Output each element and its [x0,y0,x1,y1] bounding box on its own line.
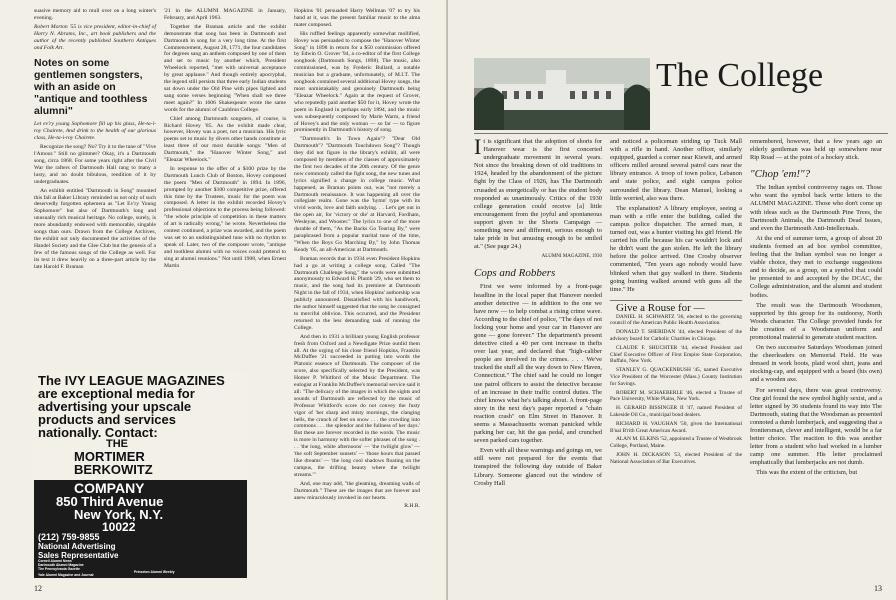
left-column-2 [164,8,286,272]
body-paragraph: remembered, however, that a few years ago an elderly gentleman was held up somewhere near Rip Road — at the point of a hockey stick. [750,138,882,162]
rouse-item [610,345,742,365]
campus-photo [474,58,650,130]
ad-line: nationally. Contact: [38,425,158,440]
ad-line: COMPANY [74,480,145,496]
rouse-title: Give a Rouse for — [616,301,705,314]
rouse-text: '52, appointed a Trustee of Westbrook College, Portland, Maine. [610,436,742,450]
body-paragraph: Braman records that in 1934 even President Hopkins had a go at writing a college song. Called "The Dartmouth Challenge Song," the words were submitted anonymously to Edward H. Plumb '29, who set them to music, and the song had its premiere at Dartmouth Night in the fall of 1934, when Hopkins' authorship was publicly announced. Dissatisfied with his handiwork, the author himself suggested that the song be consigned to merciful oblivion. This occurred, and the President returned to the less demanding task of running the College. [294,255,420,331]
rouse-text: '44, elected President of the advisory board for Catholic Charities in Chicago. [610,329,742,342]
rouse-item [610,452,742,466]
body-paragraph: For several days, there was great controversy. One girl found the new symbol highly sexist, and a letter signed by 36 students found its way into The Dartmouth, stating that the Woodsman as presented connoted a dumb lumberjack, and suggesting that a frontiersman, clever and intelligent, would be a far better choice. The reaction to this was another letter from a student who had worked in a lumber camp one summer. His letter proclaimed emphatically that lumberjacks are not dumb. [750,386,882,467]
body-paragraph: '21 in the ALUMNI MAGAZINE in January, February, and April 1963. [164,8,286,21]
rouse-item [610,436,742,450]
right-column-2 [610,138,742,468]
rouse-item [610,314,742,328]
rouse-name: DANIEL H. SCHWARTZ [616,313,675,320]
ad-line: Princeton Alumni Weekly [134,570,175,574]
rouse-item [610,405,742,419]
rouse-name: CLAUDE F. SHUCHTER [616,344,678,351]
rouse-box [610,300,742,466]
rouse-item [610,390,742,404]
ad-line: National Advertising [38,542,116,551]
ad-line: 10022 [102,520,136,534]
right-column-3 [750,138,882,480]
subheading-chop-em: "Chop 'em!"? [750,168,811,181]
rouse-text: '44, elected President and Chief Executive Officer of First Empire State Corporation, Buffalo, New York. [610,344,742,365]
rouse-name: ROBERT M. SCHAEBERLE [616,389,684,396]
body-paragraph: The explanation? A library employee, seeing a man with a rifle enter the building, called the campus police dispatcher. The armed man, it turned out, was a hunter visiting his girl friend. He carried his rifle because his car wouldn't lock and he didn't want the gun stolen. He left the library before the police arrived. One Crosby observer commented, "Ten years ago nobody would have blinked when that guy walked in there. Students going hunting walked around with guns all the time." He [610,204,742,293]
body-paragraph: First we were informed by a front-page headline in the local paper that Hanover needed another detective — in addition to the one we have now — to help combat a rising crime wave. According to the chief of police, "The days of not locking your home and your car in Hanover are gone — gone forever." The department's present detective cited a 40 per cent increase in thefts over last year, and declared that "high-caliber people are involved in the crimes. . . . We've tracked the stuff all the way down to New Haven, Connecticut." The chief said he could no longer use patrol officers to assist the detective because of an increase in their traffic control duties. The chief knows what he's talking about. A front-page story in the next day's paper reported a "chain reaction crash" on Elm Street in Hanover. It seems a Massachusetts woman panicked while parking her car, hit the gas pedal, and crunched seven parked cars together. [474,283,602,445]
ad-line: THE [106,438,128,450]
rouse-item [610,367,742,387]
body-paragraph: The Indian symbol controversy rages on. Those who want the symbol back write letters to the ALUMNI MAGAZINE. Those who don't come up with ideas such as the Dartmouth Pine Trees, the Dartmouth Animals, the Dartmouth Dead Issues, and even the Dartmouth Anti-Intellectuals. [750,184,882,232]
rouse-name: RICHARD H. VAUGHAN [616,420,678,427]
divider [474,133,888,134]
body-paragraph: "Dartmouth's In Town Again"? "Dear Old Dartmouth"? "Dartmouth Touchdown Song"? Though they did not figure in the library's exhibit, all were composed by members of the classes of approximately the first two decades of the 20th century. Of the genre now commonly called the fight song, the new tunes and lyrics signified a change in college music. What happened, as Braman points out, was "not merely a Dartmouth renaissance. It was happening all over the collegiate realm. Gone was the 'hymn' type with its vivid words, love and faith undying. . . Let's get out in the open air, for 'victory or die' at Harvard, Fordham, Wesleyan, and Wooster." The lyrics to one of the more durable of them, "As the Backs Go Tearing By," were paraphrased from a popular marital tune of the time, "When the Boys Go Marching By," by John Thomas Keady '05, an all-American at Dartmouth. [294,136,420,253]
col1-top-para: suasive memory aid to mull over on a long winter's evening. [34,8,156,21]
body-paragraph: The result was the Dartmouth Woodsmen, supported by this group for its outdoorsy, North Woods character. The College provided funds for the creation of a Woodsman uniform and promotional material to generate student reaction. [750,301,882,341]
page-number: 13 [874,584,882,593]
rouse-name: STANLEY G. QUACKENBUSH [616,367,691,374]
body-paragraph: Together the Braman article and the exhibit demonstrate that song has been in Dartmouth and Dartmouth in song for a very long time. At the first Commencement, August 28, 1771, the four candidates for degrees sang an anthem composed by one of them and set to music by another which, President Wheelock reported, "met with universal acceptance by great applause." And though entirely apocryphal, the legend still persists that three early Indian students sat down under the Old Pine with pipes lighted and sang some verses beginning "When shall we three meet again?" In 1606 Shakespeare wrote the same words for the alumni of Cauldron College. [164,23,286,113]
page-number: 12 [34,584,42,593]
body-paragraph: On two successive Saturdays Woodsman joined the cheerleaders on Memorial Field. He was dressed in work boots, plaid wool shirt, jeans and stocking-cap, and equipped with a beard (his own) and a wooden axe. [750,344,882,384]
body-paragraph: And, one may add, "the gleaming, dreaming walls of Dartmouth." These are the images that are forever and anew miraculously invoked in our hearts. [294,480,420,501]
intro-text: t is significant that the adoption of shorts for Hanover wear is the first concerted undergraduate movement in several years. Not since the breaking down of old traditions in 1924, headed by the abandonment of the picture fight by the Class of 1926, has The Dartmouth crusaded as energetically or has the student body responded as unanimously. Critics of the 1930 college generation could receive [a] little encouragement from the joyful and spontaneous support given to the Shorts Campaign — something new and different, serious enough to take pride in but amusing enough to be smiled at." (See page 24.) [474,138,602,251]
epigraph: Let ev'ry young Sophomore fill up his glass, He-ta-i-roy Chairete, And drink to the health of our glorious class, He-ta-i-roy Chairete. [34,121,156,142]
left-column-1 [34,8,156,272]
right-column-1 [474,134,602,490]
ad-line: New York, N.Y. [74,507,164,522]
body-paragraph: In response to the offer of a $100 prize by the Dartmouth Lunch Club of Boston, Hovey composed the poem "Men of Dartmouth" in 1894. In 1896, prompted by another $100 competitive prize, offered this time by the Trustees, music for the poem was composed. A letter in the exhibit recorded Hovey's professional objections to the process being followed: "the whole principle of competition in these matters of art is radically wrong," he wrote. Nevertheless the contest continued, a prize was awarded, and the poem was set to an undistinguished tune with no rhythm to speak of. Later, two of the composer wrote, "antique and toothless alumni with no voices could pretend to sing at alumni reunions." Not until 1908, when Ernest Martin [164,165,286,269]
ad-line: 850 Third Avenue [56,494,164,509]
author-note: Robert Morton '55 is vice president, editor-in-chief of Harry N. Abrams, Inc., art book publishers and the author of the recently published Southern Antiques and Folk Art. [34,23,156,51]
ad-line: advertising your upscale [38,399,192,414]
ad-line: The Pennsylvania Gazette [38,567,80,571]
article-title: Notes on some gentlemen songsters, with an aside on "antique and toothless alumni" [34,57,148,118]
ad-phone: (212) 759-9855 [38,532,100,542]
drop-cap: I [474,134,482,159]
rouse-text: '47, named President of Lakeside Oil Co., municipal bond dealers. [610,405,742,418]
rouse-text: '50, given the International B'nai B'rith Great American Award. [610,420,743,434]
body-paragraph: An exhibit entitled "Dartmouth in Song" mounted this fall at Baker Library reminded us not only of such deservedly forgotten ephemera as "Let Ev'ry Young Sophomore" but also of Dartmouth's long and unusually rich musical heritage. No college, surely, is more abundantly endowed with memorable, singable songs than ours. Drawn from the College Archives, the exhibit not only documented the activities of the Handel Society and the Glee Club but the genesis of a few of the famous songs of the College as well. For its text it drew heavily on a three-part article by the late Harold F. Braman [34,187,156,270]
subheading-cops-and-robbers: Cops and Robbers [474,267,556,280]
rouse-name: H. GERARD BISSINGER II [616,405,684,412]
campus-photo-image [474,58,650,130]
body-paragraph: At the end of summer term, a group of about 20 students formed an ad hoc symbol committee, feeling that the Indian symbol was no longer a viable choice, they met to exchange suggestions and to decide, as a group, on a symbol that could be presented to and accepted by the DCAC, the College administration, and the alumni and student bodies. [750,234,882,299]
citation: ALUMNI MAGAZINE, 1930 [541,254,602,260]
body-paragraph: This was the extent of the criticism, but [756,469,858,477]
intro-quote [474,134,602,251]
rouse-text: '36, elected to the governing council of the American Public Health Association. [610,313,742,327]
ad-line: Cornell Alumni News [38,559,72,563]
body-paragraph: Chief among Dartmouth songsters, of course, is Richard Hovey '85. As the exhibit made clear, however, Hovey was a poet, not a musician. His lyric poems set to music by divers other hands constitute at least three of our most durable songs: "Men of Dartmouth," the "Hanover Winter Song," and "Eleazar Wheelock." [164,115,286,164]
rouse-name: DONALD T. SHERIDAN [616,329,676,336]
rouse-text: '45, named Executive Vice President of the Worcester (Mass.) County Institution for Savings. [610,367,742,387]
rouse-text: '53, elected President of the National Association of Bar Executives. [610,451,742,465]
signature: R.H.R. [404,503,420,510]
ad-line: BERKOWITZ [74,462,153,477]
ad-line: Sales Representative [38,551,119,560]
ad-line: are exceptional media for [38,386,195,401]
body-paragraph: And then in 1931 a brilliant young English professor fresh from Oxford and a Newdigate Prize outdid them all. At the urging of his close friend Hopkins, Franklin McDuffee '21 succeeded in putting into words the Platonic essence of Dartmouth. The composer of the score, also specifically selected by the President, was Homer P. Whitford of the Music Department. The eulogist at Franklin McDuffee's memorial service said it all: "The delicacy of the images in which the sights and sounds of Dartmouth are reflected by the music of Professor Whitford's score do not convey the fusty vigor of 'her sharp and misty mornings, the clanging bells, the crunch of feet on snow . . . the crowding into commons . . . the splendor and the fullness of her days.' But these are forever recorded in the words. The music is more in harmony with the softer phrases of the song . . . 'the long, white afternoons' — 'the twilight glow' — 'the soft September sunsets' — 'those hours that passed like dreams' — 'the long cool shadows floating on the campus, the drifting beauty where the twilight streams.'" [294,333,420,478]
ad-line: Dartmouth Alumni Magazine [38,563,84,567]
right-page [448,0,896,600]
section-title: The College [656,57,824,94]
left-column-3 [294,8,420,512]
rouse-item [610,329,742,343]
body-paragraph: Recognize the song? No? Try it to the tune of "Vive l'Amour." Still no glimmer? Okay, it's a Dartmouth song, circa 1868. For some years right after the Civil War the rafters of Dartmouth Hall rang to many a lusty, and no doubt bibulous, rendition of it by undergraduates. [34,144,156,185]
rouse-name: JOHN H. DICKASON [616,451,671,458]
ad-line: Yale Alumni Magazine and Journal [38,573,94,577]
advertisement [34,372,247,578]
ad-line: The IVY LEAGUE MAGAZINES [38,373,225,388]
ad-line: MORTIMER [74,449,145,464]
body-paragraph: Hopkins '01 persuaded Harry Wellman '07 to try his hand at it, was the present familiar music to the alma mater composed. [294,8,420,28]
body-paragraph: His ruffled feelings apparently somewhat mollified, Hovey was persuaded to compose the "Hanover Winter Song" in 1898 in return for a $50 commission offered by Edwin O. Grover '94, a co-editor of the first College songbook (Dartmouth Songs, 1898). The music, also commissioned, was by Frederic Bullard, a notable musician but a graduate, unfortunately, of M.I.T. The songbook contained several additional Hovey songs, the most unmistakably and genuinely Dartmouth being "Eleazar Wheelock." Again at the request of Grover, who reputedly paid another $50 for it, Hovey wrote the poem in England in perhaps early 1894, and the music was subsequently composed by Marie Warm, a friend of Hovey's and the only woman — so far — to figure prominently in Dartmouth's history of song. [294,30,420,134]
rouse-text: '46, elected a Trustee of Pace University, White Plains, New York. [610,389,743,403]
rouse-name: ALAN M. ELKINS [616,436,659,443]
rouse-item [610,421,742,435]
body-paragraph: Even with all these warnings and goings on, we still were not prepared for the events that transpired the following day outside of Baker Library. Someone glanced out the window of Crosby Hall [474,447,602,487]
body-paragraph: and noticed a policeman striding up Tuck Mall with a rifle in hand. Another officer, similarly equipped, guarded a corner near Kiewit, and armed officers milled around several patrol cars near the library entrance. A troop of town police, Lebanon and state police, and eight campus police surrounded the library. Dean Manuel, looking a little worried, also was there. [610,138,742,202]
ad-line: products and services [38,412,176,427]
